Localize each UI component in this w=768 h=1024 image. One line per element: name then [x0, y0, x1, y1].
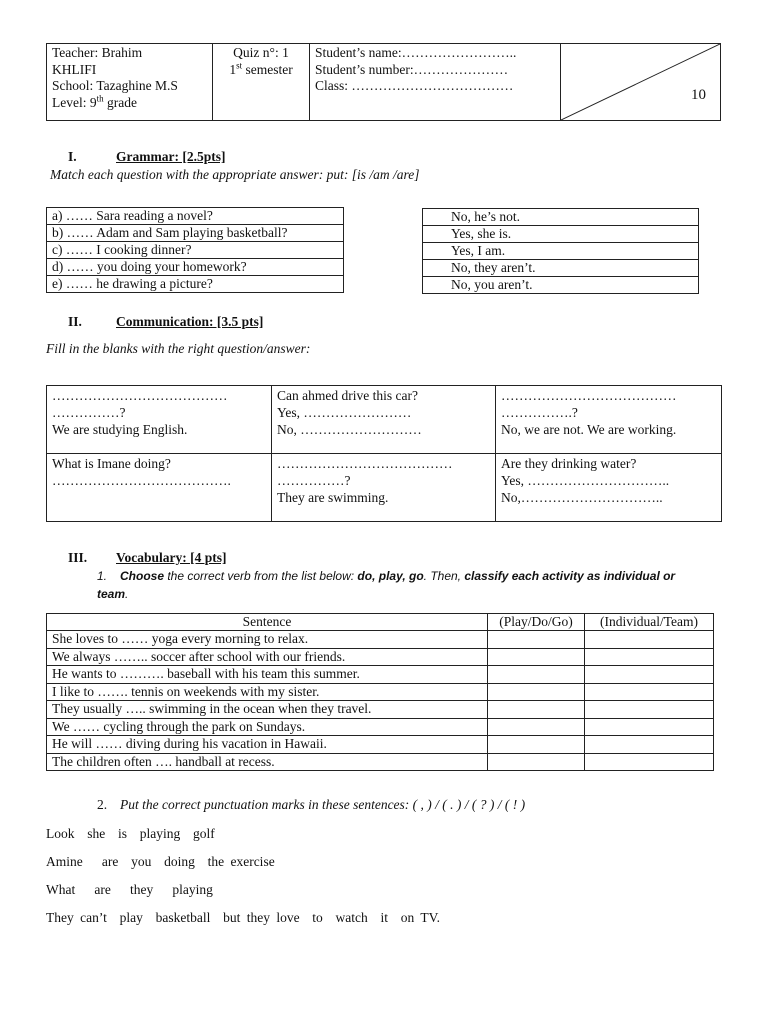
verb-answer-cell[interactable] — [488, 753, 585, 771]
communication-instruction: Fill in the blanks with the right question/answer: — [46, 341, 311, 356]
score-cell — [561, 44, 721, 121]
student-name-field[interactable]: Student’s name:…………………….. — [315, 45, 517, 60]
communication-line: Yes, …………………… — [277, 405, 412, 420]
class-field[interactable]: Class: ……………………………… — [315, 78, 514, 93]
score-diagonal — [561, 44, 720, 120]
grammar-answer-row — [423, 277, 699, 294]
communication-cell[interactable] — [272, 386, 496, 454]
verb-answer-cell[interactable] — [488, 736, 585, 754]
col-header-sentence: Sentence — [47, 614, 488, 631]
punctuation-sentence[interactable]: They can’t play basketball but they love to watch it on TV. — [46, 910, 441, 925]
communication-table — [46, 385, 722, 522]
type-answer-cell[interactable] — [585, 718, 714, 736]
grammar-heading: I. Grammar: [2.5pts] — [68, 149, 226, 164]
communication-line: …………….? — [501, 405, 578, 420]
grammar-answer-row — [423, 226, 699, 243]
vocabulary-q1-instruction: 1. Choose the correct verb from the list below: do, play, go. Then, classify each activity as individual or team. — [97, 569, 676, 601]
communication-line: ………………………………… — [277, 456, 453, 471]
communication-line — [52, 489, 266, 506]
vocabulary-row — [47, 718, 714, 736]
type-answer-cell[interactable] — [585, 701, 714, 719]
type-answer-cell[interactable] — [585, 631, 714, 649]
communication-line: ………………………………… — [52, 388, 228, 403]
verb-answer-cell[interactable] — [488, 683, 585, 701]
teacher-last-name: KHLIFI — [52, 61, 97, 77]
verb-answer-cell[interactable] — [488, 648, 585, 666]
communication-line: We are studying English. — [52, 422, 188, 437]
verb-answer-cell[interactable] — [488, 718, 585, 736]
communication-line: …………………………………. — [52, 473, 231, 488]
header-table — [46, 43, 721, 121]
grammar-answer-row — [423, 243, 699, 260]
grammar-answer: No, they aren’t. — [423, 260, 699, 277]
grammar-question-row — [47, 276, 344, 293]
grammar-question-row — [47, 208, 344, 225]
grammar-answer: Yes, she is. — [423, 226, 699, 243]
communication-line: Are they drinking water? — [501, 456, 637, 471]
vocabulary-sentence: He will …… diving during his vacation in Hawaii. — [47, 736, 488, 754]
vocabulary-sentence: The children often …. handball at recess. — [47, 753, 488, 771]
communication-line: What is Imane doing? — [52, 456, 171, 471]
communication-line: ……………? — [52, 405, 126, 420]
grammar-question[interactable]: d) …… you doing your homework? — [47, 259, 344, 276]
grammar-question-row — [47, 259, 344, 276]
communication-line: No,………………………….. — [501, 490, 663, 505]
vocabulary-row — [47, 683, 714, 701]
communication-line: No, ……………………… — [277, 422, 422, 437]
quiz-number: Quiz n°: 1 — [233, 45, 289, 60]
vocabulary-sentence: They usually ….. swimming in the ocean when they travel. — [47, 701, 488, 719]
grammar-question-row — [47, 225, 344, 242]
verb-answer-cell[interactable] — [488, 701, 585, 719]
vocabulary-sentence: He wants to ………. baseball with his team this summer. — [47, 666, 488, 684]
vocabulary-q2-instruction: 2. Put the correct punctuation marks in these sentences: ( , ) / ( . ) / ( ? ) / ( ! ) — [97, 797, 526, 812]
teacher-info-cell — [47, 44, 213, 121]
vocabulary-sentence: She loves to …… yoga every morning to relax. — [47, 631, 488, 649]
type-answer-cell[interactable] — [585, 648, 714, 666]
grammar-answer-row — [423, 209, 699, 226]
communication-row — [47, 454, 722, 522]
communication-line: They are swimming. — [277, 490, 389, 505]
vocabulary-row — [47, 736, 714, 754]
communication-line: ……………? — [277, 473, 351, 488]
col-header-verb: (Play/Do/Go) — [488, 614, 585, 631]
grammar-answer: No, you aren’t. — [423, 277, 699, 294]
grammar-question[interactable]: b) …… Adam and Sam playing basketball? — [47, 225, 344, 242]
vocabulary-row — [47, 631, 714, 649]
teacher-label: Teacher: Brahim — [52, 45, 143, 60]
communication-row — [47, 386, 722, 454]
punctuation-sentence[interactable]: Amine are you doing the exercise — [46, 854, 275, 869]
vocabulary-row — [47, 701, 714, 719]
grammar-question[interactable]: e) …… he drawing a picture? — [47, 276, 344, 293]
communication-line: No, we are not. We are working. — [501, 422, 677, 437]
vocabulary-heading: III. Vocabulary: [4 pts] — [68, 550, 227, 565]
communication-line: Yes, ………………………….. — [501, 473, 670, 488]
vocabulary-row — [47, 753, 714, 771]
vocabulary-sentence: We …… cycling through the park on Sundays. — [47, 718, 488, 736]
score-total: 10 — [691, 87, 706, 103]
communication-heading: II. Communication: [3.5 pts] — [68, 314, 264, 329]
punctuation-sentence[interactable]: Look she is playing golf — [46, 826, 215, 841]
grammar-instruction: Match each question with the appropriate answer: put: [is /am /are] — [50, 167, 420, 182]
student-info-cell — [310, 44, 561, 121]
grammar-question[interactable]: c) …… I cooking dinner? — [47, 242, 344, 259]
vocabulary-table — [46, 613, 714, 771]
verb-answer-cell[interactable] — [488, 666, 585, 684]
type-answer-cell[interactable] — [585, 666, 714, 684]
communication-line: ………………………………… — [501, 388, 677, 403]
grammar-question-row — [47, 242, 344, 259]
communication-cell[interactable] — [47, 454, 272, 522]
communication-cell[interactable] — [496, 454, 722, 522]
grammar-questions-table — [46, 207, 344, 293]
grammar-answer: Yes, I am. — [423, 243, 699, 260]
verb-answer-cell[interactable] — [488, 631, 585, 649]
level-label: Level: 9th grade — [52, 93, 137, 110]
quiz-info-cell — [213, 44, 310, 121]
semester-label: 1st semester — [229, 60, 293, 77]
col-header-type: (Individual/Team) — [585, 614, 714, 631]
type-answer-cell[interactable] — [585, 736, 714, 754]
type-answer-cell[interactable] — [585, 753, 714, 771]
vocabulary-sentence: We always …….. soccer after school with our friends. — [47, 648, 488, 666]
punctuation-sentence[interactable]: What are they playing — [46, 882, 213, 897]
grammar-answer-row — [423, 260, 699, 277]
grammar-answer: No, he’s not. — [423, 209, 699, 226]
grammar-question[interactable]: a) …… Sara reading a novel? — [47, 208, 344, 225]
communication-cell[interactable] — [272, 454, 496, 522]
vocabulary-sentence: I like to ……. tennis on weekends with my sister. — [47, 683, 488, 701]
type-answer-cell[interactable] — [585, 683, 714, 701]
communication-line: Can ahmed drive this car? — [277, 388, 418, 403]
grammar-answers-table — [422, 208, 699, 294]
school-label: School: Tazaghine M.S — [52, 78, 178, 93]
student-number-field[interactable]: Student’s number:………………… — [315, 61, 509, 77]
vocabulary-row — [47, 666, 714, 684]
communication-cell[interactable] — [496, 386, 722, 454]
communication-cell[interactable] — [47, 386, 272, 454]
vocabulary-row — [47, 648, 714, 666]
